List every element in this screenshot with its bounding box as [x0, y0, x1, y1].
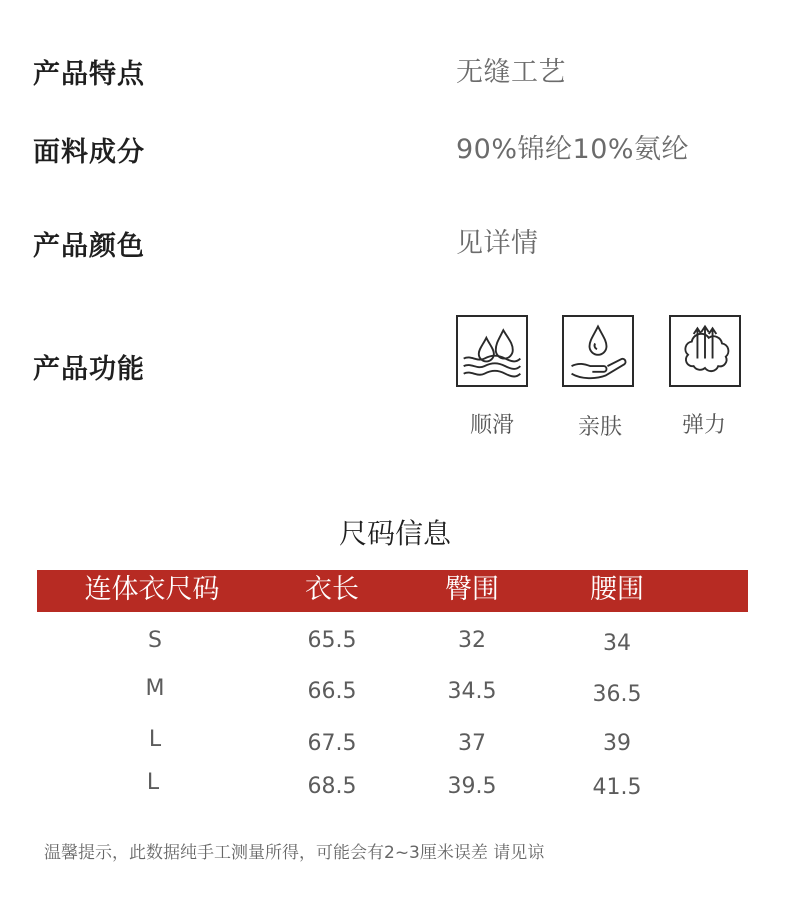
table-cell: L: [148, 727, 162, 752]
measurement-note: 温馨提示，此数据纯手工测量所得，可能会有2~3厘米误差 请见谅: [44, 843, 545, 863]
table-cell: S: [148, 628, 162, 653]
table-cell: 68.5: [307, 774, 357, 799]
table-cell: 32: [458, 628, 486, 653]
table-cell: M: [145, 676, 165, 701]
table-cell: 34: [603, 631, 631, 656]
size-table-title: 尺码信息: [338, 517, 451, 550]
spec-value-color: 见详情: [456, 228, 539, 259]
table-cell: 39: [603, 731, 631, 756]
spec-value-feature: 无缝工艺: [456, 57, 566, 88]
table-cell: 37: [458, 731, 486, 756]
water-drops-waves-icon: [456, 315, 528, 387]
hand-water-drop-icon: [562, 315, 634, 387]
spec-value-fabric: 90%锦纶10%氨纶: [456, 134, 690, 165]
spec-label-function: 产品功能: [33, 354, 145, 385]
table-cell: 66.5: [307, 679, 357, 704]
header-hip: 臀围: [445, 574, 499, 605]
table-cell: 41.5: [592, 775, 642, 800]
header-waist: 腰围: [590, 574, 644, 605]
feature-caption-skin-friendly: 亲肤: [577, 415, 622, 440]
table-cell: 34.5: [447, 679, 497, 704]
table-cell: 67.5: [307, 731, 357, 756]
cloud-arrows-icon: [669, 315, 741, 387]
header-size: 连体衣尺码: [84, 574, 220, 605]
table-cell: 36.5: [592, 682, 642, 707]
size-table-header: [37, 570, 748, 612]
table-cell: 39.5: [447, 774, 497, 799]
header-length: 衣长: [305, 574, 359, 605]
table-cell: 65.5: [307, 628, 357, 653]
spec-label-feature: 产品特点: [33, 59, 145, 90]
spec-label-color: 产品颜色: [33, 231, 145, 262]
feature-caption-elastic: 弹力: [681, 413, 726, 438]
table-cell: L: [146, 770, 160, 795]
spec-label-fabric: 面料成分: [33, 137, 145, 168]
feature-caption-smooth: 顺滑: [469, 413, 514, 438]
